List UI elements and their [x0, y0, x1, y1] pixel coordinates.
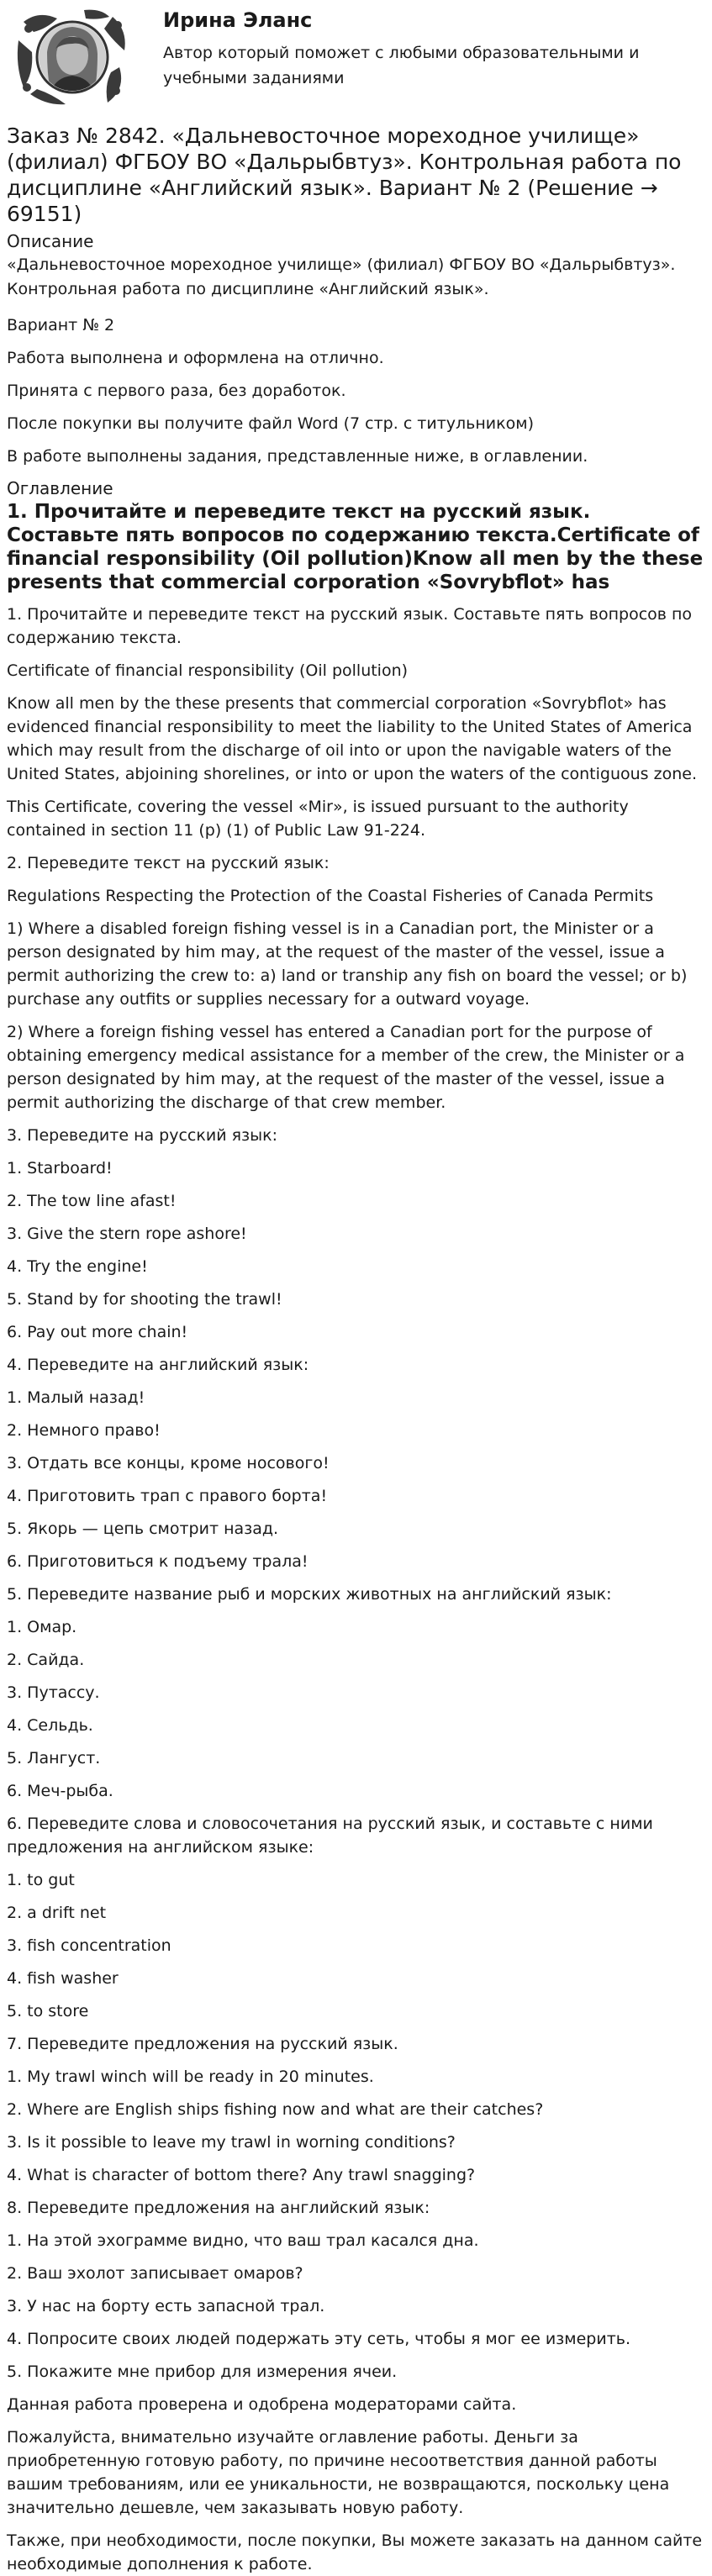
refund-note: Пожалуйста, внимательно изучайте оглавление работы. Деньги за приобретенную готовую работу, по причине несоответствия данной работы вашим требованиям, или ее уникальности, не возвращаются, поскольку цена значительно дешевле, чем заказывать новую работу.: [7, 2428, 670, 2517]
content-line: 2. The tow line afast!: [7, 1192, 177, 1210]
content-line: 4. fish washer: [7, 1969, 119, 1988]
content-line: 7. Переведите предложения на русский язык.: [7, 2035, 398, 2053]
content-line: 6. Переведите слова и словосочетания на русский язык, и составьте с ними предложения на английском языке:: [7, 1815, 653, 1857]
content-line: This Certificate, covering the vessel «Mir», is issued pursuant to the authority contained in section 11 (p) (1) of Public Law 91-224.: [7, 798, 629, 840]
content-line: 3. Is it possible to leave my trawl in worning conditions?: [7, 2133, 456, 2152]
content-line: 5. to store: [7, 2002, 89, 2020]
moderation-note: Данная работа проверена и одобрена модераторами сайта.: [7, 2395, 517, 2414]
author-name[interactable]: Ирина Эланс: [163, 8, 313, 32]
content-line: 2. Переведите текст на русский язык:: [7, 854, 330, 872]
content-line: 2. a drift net: [7, 1904, 107, 1922]
content-line: 6. Pay out more chain!: [7, 1323, 188, 1341]
author-description: Автор который поможет с любыми образовательными и учебными заданиями: [163, 44, 640, 87]
content-line: 4. Сельдь.: [7, 1716, 93, 1735]
content-line: Regulations Respecting the Protection of the Coastal Fisheries of Canada Permits: [7, 887, 654, 905]
content-line: 5. Stand by for shooting the trawl!: [7, 1290, 282, 1309]
content-line: 1. Прочитайте и переведите текст на русский язык. Составьте пять вопросов по содержанию текста.: [7, 605, 693, 647]
content-line: 2. Немного право!: [7, 1421, 161, 1440]
content-line: 4. Попросите своих людей подержать эту сеть, чтобы я мог ее измерить.: [7, 2330, 631, 2348]
content-line: 1. My trawl winch will be ready in 20 minutes.: [7, 2068, 374, 2086]
content-line: 6. Приготовиться к подъему трала!: [7, 1552, 309, 1571]
content-line: 8. Переведите предложения на английский язык:: [7, 2199, 430, 2217]
content-line: 2. Where are English ships fishing now and what are their catches?: [7, 2100, 544, 2119]
toc-heading: 1. Прочитайте и переведите текст на русский язык. Составьте пять вопросов по содержанию текста.Certificate of financial responsibility (Oil pollution)Know all men by the these presents that commercial corporation «Sovrybflot» has: [7, 501, 704, 593]
toc-label: Оглавление: [7, 478, 113, 498]
content-line: 2) Where a foreign fishing vessel has entered a Canadian port for the purpose of obtaining emergency medical assistance for a member of the crew, the Minister or a person designated by him may, at the request of the master of the vessel, issue a permit authorizing the discharge of that crew member.: [7, 1023, 685, 1112]
variant-text: Вариант № 2: [7, 316, 115, 335]
content-line: 1. На этой эхограмме видно, что ваш трал касался дна.: [7, 2231, 479, 2250]
content-line: 1. to gut: [7, 1871, 75, 1889]
info-item: Работа выполнена и оформлена на отлично.: [7, 349, 384, 367]
description-label: Описание: [7, 231, 94, 251]
author-avatar[interactable]: [13, 7, 131, 108]
content-line: 5. Покажите мне прибор для измерения ячеи.: [7, 2363, 398, 2381]
content-line: 1. Малый назад!: [7, 1388, 145, 1407]
contents-list: [7, 603, 705, 2384]
content-line: 5. Переведите название рыб и морских животных на английский язык:: [7, 1585, 612, 1604]
content-line: Know all men by the these presents that commercial corporation «Sovrybflot» has evidenced financial responsibility to meet the liability to the United States of America which may result from the discharge of oil into or upon the navigable waters of the United States, abjoining shorelines, or into or upon the waters of the contiguous zone.: [7, 694, 697, 783]
content-line: 3. fish concentration: [7, 1936, 171, 1955]
content-line: 4. Приготовить трап с правого борта!: [7, 1487, 328, 1505]
order-title: Заказ № 2842. «Дальневосточное мореходное училище» (филиал) ФГБОУ ВО «Дальрыбвтуз». Контрольная работа по дисциплине «Английский язык». Вариант № 2 (Решение → 69151): [7, 124, 682, 226]
content-line: 5. Лангуст.: [7, 1749, 101, 1767]
content-line: 2. Сайда.: [7, 1651, 85, 1669]
content-line: 2. Ваш эхолот записывает омаров?: [7, 2264, 303, 2283]
description-text: «Дальневосточное мореходное училище» (филиал) ФГБОУ ВО «Дальрыбвтуз». Контрольная работа по дисциплине «Английский язык».: [7, 255, 676, 298]
info-item: Принята с первого раза, без доработок.: [7, 382, 346, 400]
content-line: 5. Якорь — цепь смотрит назад.: [7, 1520, 279, 1538]
content-line: 3. Give the stern rope ashore!: [7, 1225, 247, 1243]
content-line: 6. Меч-рыба.: [7, 1782, 113, 1800]
additions-note: Также, при необходимости, после покупки, Вы можете заказать на данном сайте необходимые дополнения к работе.: [7, 2531, 703, 2573]
content-line: 1. Starboard!: [7, 1159, 113, 1177]
content-line: 1. Омар.: [7, 1618, 77, 1636]
content-line: 1) Where a disabled foreign fishing vessel is in a Canadian port, the Minister or a person designated by him may, at the request of the master of the vessel, issue a permit authorizing the crew to: a) land or tranship any fish on board the vessel; or b) purchase any outfits or supplies necessary for a outward voyage.: [7, 919, 688, 1009]
content-line: 4. Try the engine!: [7, 1257, 148, 1276]
info-item: В работе выполнены задания, представленные ниже, в оглавлении.: [7, 447, 588, 466]
author-block: [7, 0, 705, 118]
content-line: Certificate of financial responsibility (Oil pollution): [7, 661, 409, 680]
content-line: 4. What is character of bottom there? Any trawl snagging?: [7, 2166, 476, 2184]
content-line: 4. Переведите на английский язык:: [7, 1356, 309, 1374]
info-list: [7, 346, 705, 468]
footer-notes: [7, 2393, 705, 2576]
avatar-image: [13, 7, 131, 108]
content-line: 3. Переведите на русский язык:: [7, 1126, 277, 1145]
content-line: 3. Отдать все концы, кроме носового!: [7, 1454, 330, 1472]
content-line: 3. Путассу.: [7, 1683, 100, 1702]
content-line: 3. У нас на борту есть запасной трал.: [7, 2297, 325, 2315]
info-item: После покупки вы получите файл Word (7 стр. с титульником): [7, 414, 534, 433]
